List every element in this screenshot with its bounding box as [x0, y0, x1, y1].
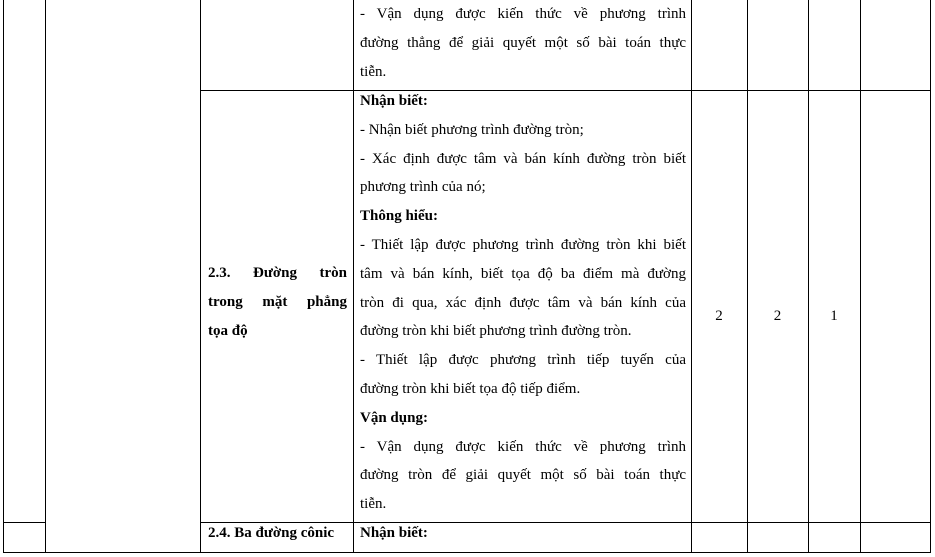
content-line: - Vận dụng được kiến thức về phương trình: [360, 6, 686, 22]
row-divider-2: [3, 522, 46, 523]
content-line: tâm và bán kính, biết tọa độ ba điểm mà đường: [360, 265, 686, 282]
topic-conic: 2.4. Ba đường cônic: [208, 525, 335, 541]
content-line: tiễn.: [360, 496, 387, 513]
count-recognition: 2: [715, 308, 723, 324]
border-col3: [353, 0, 354, 553]
border-col5: [747, 0, 748, 553]
content-line: - Thiết lập được phương trình tiếp tuyến của: [360, 352, 686, 369]
content-line: đường tròn để giải quyết một số bài toán thực: [360, 467, 686, 484]
topic-line: tọa độ: [208, 323, 248, 339]
level-heading: Thông hiểu:: [360, 208, 438, 225]
content-line: đường tròn khi biết tọa độ tiếp điểm.: [360, 381, 581, 397]
border-col4: [691, 0, 692, 553]
border-col1: [45, 0, 46, 553]
row-divider-1: [200, 90, 931, 91]
content-line: phương trình của nó;: [360, 179, 486, 196]
level-heading: Vận dụng:: [360, 409, 428, 426]
content-line: đường thẳng để giải quyết một số bài toán thực: [360, 35, 686, 51]
content-line: tròn đi qua, xác định được tâm và bán kính của: [360, 294, 686, 311]
content-line: đường tròn khi biết phương trình đường tròn.: [360, 323, 632, 340]
topic-line: 2.3. Đường tròn: [208, 265, 347, 281]
border-right: [930, 0, 931, 553]
content-line: tiễn.: [360, 64, 387, 80]
border-col7: [860, 0, 861, 553]
border-bottom: [3, 552, 931, 553]
content-line: - Nhận biết phương trình đường tròn;: [360, 121, 584, 138]
border-col2: [200, 0, 201, 553]
content-line: - Thiết lập được phương trình đường tròn khi biết: [360, 237, 686, 253]
border-left: [3, 0, 4, 553]
content-conic-first: Nhận biết:: [360, 525, 428, 541]
content-line: - Xác định được tâm và bán kính đường tròn biết: [360, 150, 686, 167]
count-understanding: 2: [773, 308, 782, 324]
level-heading: Nhận biết:: [360, 93, 428, 109]
content-line: - Vận dụng được kiến thức về phương trình: [360, 438, 686, 455]
topic-line: trong mặt phẳng: [208, 294, 347, 310]
border-col6: [808, 0, 809, 553]
count-application: 1: [830, 308, 838, 324]
